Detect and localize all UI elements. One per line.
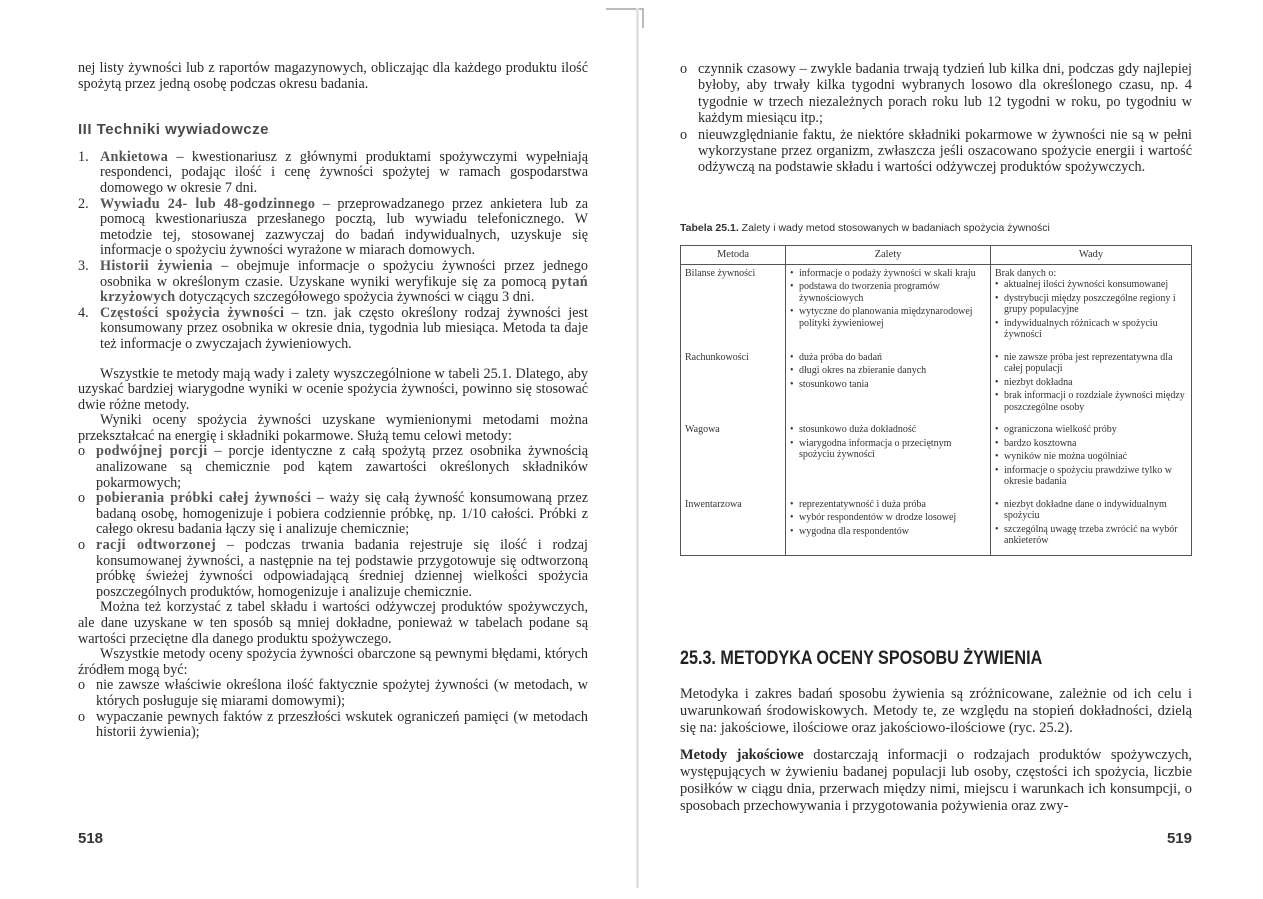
errors-list — [78, 678, 588, 740]
paragraph: Wszystkie te metody mają wady i zalety wyszczególnione w tabeli 25.1. Dlatego, aby uzyskać bardziej wiarygodne wyniki w ocenie spożycia żywności, powinno się stosować dwie różne metody. — [78, 365, 588, 413]
paragraph: Wszystkie metody oceny spożycia żywności obarczone są pewnymi błędami, których źródłem mogą być: — [78, 646, 588, 678]
left-page — [78, 0, 588, 899]
pros-cell — [786, 264, 991, 349]
paragraph: Wyniki oceny spożycia żywności uzyskane wymienionymi metodami można przekształcać na energię i składniki pokarmowe. Służą temu celowi metody: — [78, 412, 588, 444]
method-term: pobierania próbki całej żywności — [96, 490, 312, 507]
pro-item: • wytyczne do planowania międzynarodowej polityki żywieniowej — [790, 306, 973, 329]
pro-item: • podstawa do tworzenia programów żywnościowych — [790, 281, 940, 304]
con-item: • indywidualnych różnicach w spożyciu żywności — [995, 317, 1158, 340]
chapter-body — [680, 686, 1192, 815]
technique-term: Wywiadu 24- lub 48-godzinnego — [100, 195, 316, 212]
bullet-mark: o — [78, 490, 86, 507]
technique-text: – obejmuje informacje o spożyciu żywności przez jednego osobnika w określonym czasie. Uzyskane wyniki weryfikuje się za pomocą — [100, 257, 588, 290]
pro-item: • wiarygodna informacja o przeciętnym spożyciu żywności — [790, 437, 952, 460]
technique-text: – tzn. jak często określony rodzaj żywności jest konsumowany przez osobnika w okresie dnia, tygodnia lub miesiąca. Metoda ta daje też informacje o zwyczajach żywieniowych. — [100, 304, 588, 352]
method-text: – podczas trwania badania rejestruje się ilość i rodzaj konsumowanej żywności, a następnie na tej podstawie przygotowuje się odtworzoną próbkę świeżej żywności odpowiadającą średniej dziennej wielkości spożycia poszczególnych produktów, homogenizuje i analizuje chemicznie. — [96, 537, 589, 600]
table-caption-text: Zalety i wady metod stosowanych w badaniach spożycia żywności — [738, 222, 1050, 234]
bullet-mark: o — [78, 537, 86, 554]
con-item: • szczególną uwagę trzeba zwrócić na wybór ankieterów — [995, 523, 1178, 546]
technique-text: – kwestionariusz z głównymi produktami spożywczymi wypełniają respondenci, podając ilość i cenę żywności spożytej w ramach gospodarstwa domowego w okresie 7 dni. — [100, 148, 588, 196]
item-number: 1. — [78, 148, 89, 165]
pro-item: • reprezentatywność i duża próba — [790, 498, 926, 510]
pro-item: • informacje o podaży żywności w skali kraju — [790, 267, 976, 279]
bullet-mark: o — [680, 61, 688, 77]
table-header: Zalety — [786, 246, 991, 265]
paragraph-text: dostarczają informacji o rodzajach produktów spożywczych, występujących w żywieniu badanej populacji lub osoby, częstości ich spożycia, liczbie posiłków w ciągu dnia, przerwach między nimi, miejscu i warunkach ich konsumpcji, o sposobach przechowywania i przygotowania pożywienia oraz zwy- — [680, 747, 1192, 814]
page-number-left: 518 — [78, 830, 104, 847]
technique-item — [78, 197, 588, 259]
method-cell: Rachunkowości — [681, 349, 786, 422]
pro-item: • długi okres na zbieranie danych — [790, 365, 927, 376]
paragraph — [680, 747, 1192, 815]
table-row — [681, 264, 1192, 349]
cons-cell — [991, 349, 1192, 422]
con-item: • dystrybucji między poszczególne regiony i grupy populacyjne — [995, 292, 1176, 315]
cons-cell — [991, 496, 1192, 556]
error-item — [78, 710, 588, 741]
technique-item — [78, 306, 588, 353]
cons-intro: Brak danych o: — [995, 267, 1057, 279]
technique-text: – przeprowadzanego przez ankietera lub za pomocą kwestionariusza przesłanego pocztą, lub wywiadu telefonicznego. W metodzie tej, stosowanej zazwyczaj do badań indywidualnych, uzyskuje się informacje o spożyciu żywności wyrażone w miarach domowych. — [100, 195, 588, 259]
table-caption-label: Tabela 25.1. — [680, 222, 739, 234]
methods-list — [78, 444, 588, 600]
con-item: • aktualnej ilości żywności konsumowanej — [995, 279, 1169, 290]
right-page-body — [680, 61, 1192, 176]
method-term: racji odtworzonej — [96, 537, 216, 554]
method-text: – porcje identyczne z całą spożytą przez osobnika żywnością analizowane są chemicznie pod kątem zawartości określonych składników pokarmowych; — [96, 443, 588, 491]
bold-term: Metody jakościowe — [680, 747, 804, 763]
con-item: • nie zawsze próba jest reprezentatywna dla całej populacji — [995, 351, 1173, 374]
cons-cell — [991, 421, 1192, 496]
chapter-heading: 25.3. METODYKA OCENY SPOSOBU ŻYWIENIA — [680, 648, 1043, 669]
technique-item — [78, 259, 588, 306]
con-item: • wyników nie można uogólniać — [995, 451, 1128, 462]
paragraph: Można też korzystać z tabel składu i wartości odżywczej produktów spożywczych, ale dane uzyskane w ten sposób są mniej dokładne, ponieważ w tabelach podane są wartości przeciętne dla danego produktu spożywczego. — [78, 599, 588, 647]
paragraph: Metodyka i zakres badań sposobu żywienia są zróżnicowane, zależnie od ich celu i uwarunkowań środowiskowych. Metody te, ze względu na stopień dokładności, dzielą się na: jakościowe, ilościowe oraz jakościowo-ilościowe (ryc. 25.2). — [680, 686, 1192, 736]
method-term: podwójnej porcji — [96, 443, 208, 460]
pro-item: • wygodna dla respondentów — [790, 525, 909, 537]
technique-term: Ankietowa — [100, 148, 169, 165]
table-row — [681, 496, 1192, 556]
errors-list-continued — [680, 61, 1192, 176]
method-cell: Inwentarzowa — [681, 496, 786, 556]
pro-item: • stosunkowo tania — [790, 378, 869, 390]
con-item: • informacje o spożyciu prawdziwe tylko w okresie badania — [995, 464, 1173, 487]
method-item — [78, 444, 588, 491]
item-number: 4. — [78, 304, 89, 321]
item-number: 3. — [78, 257, 89, 274]
error-text: nie zawsze właściwie określona ilość faktycznie spożytej żywności (w metodach, w których posługuje się miarami domowymi); — [96, 677, 588, 709]
pro-item: • stosunkowo duża dokładność — [790, 424, 917, 435]
error-item — [680, 127, 1192, 176]
right-page — [680, 0, 1192, 899]
pro-item: • wybór respondentów w drodze losowej — [790, 512, 957, 523]
table-row — [681, 421, 1192, 496]
bullet-mark: o — [78, 677, 86, 694]
con-item: • ograniczona wielkość próby — [995, 424, 1117, 435]
technique-item — [78, 150, 588, 197]
pros-cell — [786, 496, 991, 556]
technique-term: Częstości spożycia żywności — [100, 304, 285, 321]
table-header: Wady — [991, 246, 1192, 265]
pros-cell — [786, 349, 991, 422]
method-text: – waży się całą żywność konsumowaną przez badaną osobę, homogenizuje i pobiera codziennie próbkę, np. 1/10 całości. Próbki z całego okresu badania łączy się i analizuje chemicznie; — [96, 490, 588, 538]
item-number: 2. — [78, 195, 89, 212]
error-text: wypaczanie pewnych faktów z przeszłości wskutek ograniczeń pamięci (w metodach historii żywienia); — [96, 708, 588, 741]
technique-term: pytań krzyżowych — [100, 273, 588, 306]
error-item — [78, 678, 588, 709]
page-number-right: 519 — [1166, 830, 1192, 847]
section-heading: III Techniki wywiadowcze — [78, 121, 269, 139]
con-item: • niezbyt dokładna — [995, 376, 1073, 388]
methods-table — [680, 245, 1192, 556]
pros-cell — [786, 421, 991, 496]
bullet-mark: o — [78, 708, 86, 725]
page-gutter — [636, 8, 639, 888]
cons-cell — [991, 264, 1192, 349]
pro-item: • duża próba do badań — [790, 351, 883, 363]
method-cell: Bilanse żywności — [681, 264, 786, 349]
table-header: Metoda — [681, 246, 786, 265]
con-item: • bardzo kosztowna — [995, 437, 1077, 449]
con-item: • niezbyt dokładne dane o indywidualnym spożyciu — [995, 498, 1167, 521]
bullet-mark: o — [78, 443, 86, 460]
table-caption — [680, 222, 1192, 234]
table-header-row — [681, 246, 1192, 265]
left-page-body — [78, 61, 588, 741]
technique-term: Historii żywienia — [100, 257, 213, 274]
techniques-list — [78, 150, 588, 353]
bullet-mark: o — [680, 126, 688, 143]
table-row — [681, 349, 1192, 422]
technique-text: dotyczących szczegółowego spożycia żywności w ciągu 3 dni. — [175, 289, 535, 306]
method-item — [78, 538, 588, 600]
method-item — [78, 491, 588, 538]
error-text: nieuwzględnianie faktu, że niektóre składniki pokarmowe w żywności nie są w pełni wykorzystane przez organizm, zwłaszcza jeśli oszacowano spożycie energii i wartość odżywczą na podstawie składu i wartości odżywczej produktów spożywczych. — [698, 126, 1192, 176]
intro-paragraph: nej listy żywności lub z raportów magazynowych, obliczając dla każdego produktu ilość spożytą przez jedną osobę podczas okresu badania. — [78, 60, 588, 92]
con-item: • brak informacji o rozdziale żywności między poszczególne osoby — [995, 390, 1185, 413]
error-item — [680, 61, 1192, 127]
method-cell: Wagowa — [681, 421, 786, 496]
error-text: czynnik czasowy – zwykle badania trwają tydzień lub kilka dni, podczas gdy najlepiej byłoby, aby trwały kilka tygodni wybranych losowo dla określonego czasu, np. 4 tygodnie w trzech niezależnych porach roku lub 12 tygodni w roku, po tygodniu w każdym miesiącu itp.; — [698, 61, 1192, 127]
